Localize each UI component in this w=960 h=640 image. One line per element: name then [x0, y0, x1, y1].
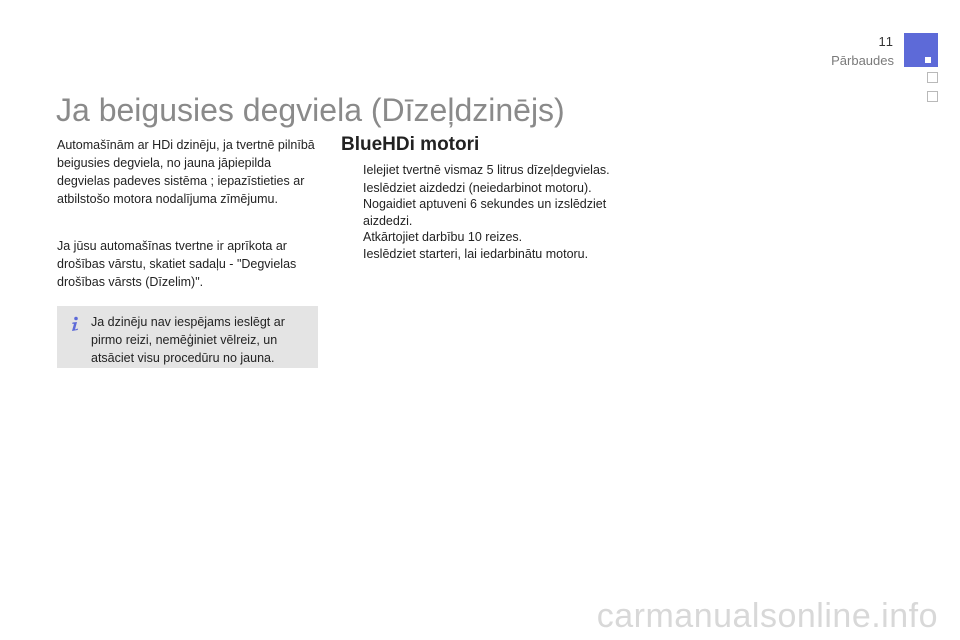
step-text: Atkārtojiet darbību 10 reizes. — [363, 230, 523, 244]
info-note — [57, 306, 318, 368]
list-item — [341, 162, 611, 179]
step-text: Ielejiet tvertnē vismaz 5 litrus dīzeļdegvielas. — [363, 163, 610, 177]
section-tab-empty[interactable] — [927, 72, 938, 83]
section-name: Pārbaudes — [831, 53, 894, 68]
info-icon — [67, 316, 83, 332]
tab-marker-icon — [925, 57, 931, 63]
step-text: Nogaidiet aptuveni 6 sekundes un izslēdziet aizdedzi. — [363, 197, 607, 228]
list-item — [341, 229, 611, 246]
list-item — [341, 246, 611, 263]
step-text: Ieslēdziet starteri, lai iedarbinātu motoru. — [363, 246, 589, 261]
list-item — [341, 180, 611, 197]
info-note-text: Ja dzinēju nav iespējams ieslēgt ar pirmo reizi, nemēģiniet vēlreiz, un atsāciet visu procedūru no jauna. — [91, 315, 285, 365]
watermark: carmanualsonline.info — [596, 597, 938, 635]
procedure-steps — [341, 162, 611, 262]
safety-valve-paragraph: Ja jūsu automašīnas tvertne ir aprīkota ar drošības vārstu, skatiet sadaļu - "Degvielas drošības vārsts (Dīzelim)". — [57, 239, 297, 289]
page-number: 11 — [878, 34, 894, 49]
page-title: Ja beigusies degviela (Dīzeļdzinējs) — [56, 92, 565, 128]
section-tab-active[interactable] — [904, 33, 938, 67]
section-tab-empty[interactable] — [927, 91, 938, 102]
list-item — [341, 196, 611, 229]
bluehdi-heading: BlueHDi motori — [341, 134, 480, 155]
intro-paragraph: Automašīnām ar HDi dzinēju, ja tvertnē pilnībā beigusies degviela, no jauna jāpiepilda degvielas padeves sistēma ; iepazīstieties ar atbilstošo motora nodalījuma zīmējumu. — [57, 138, 315, 206]
step-text: Ieslēdziet aizdedzi (neiedarbinot motoru). — [363, 180, 592, 195]
